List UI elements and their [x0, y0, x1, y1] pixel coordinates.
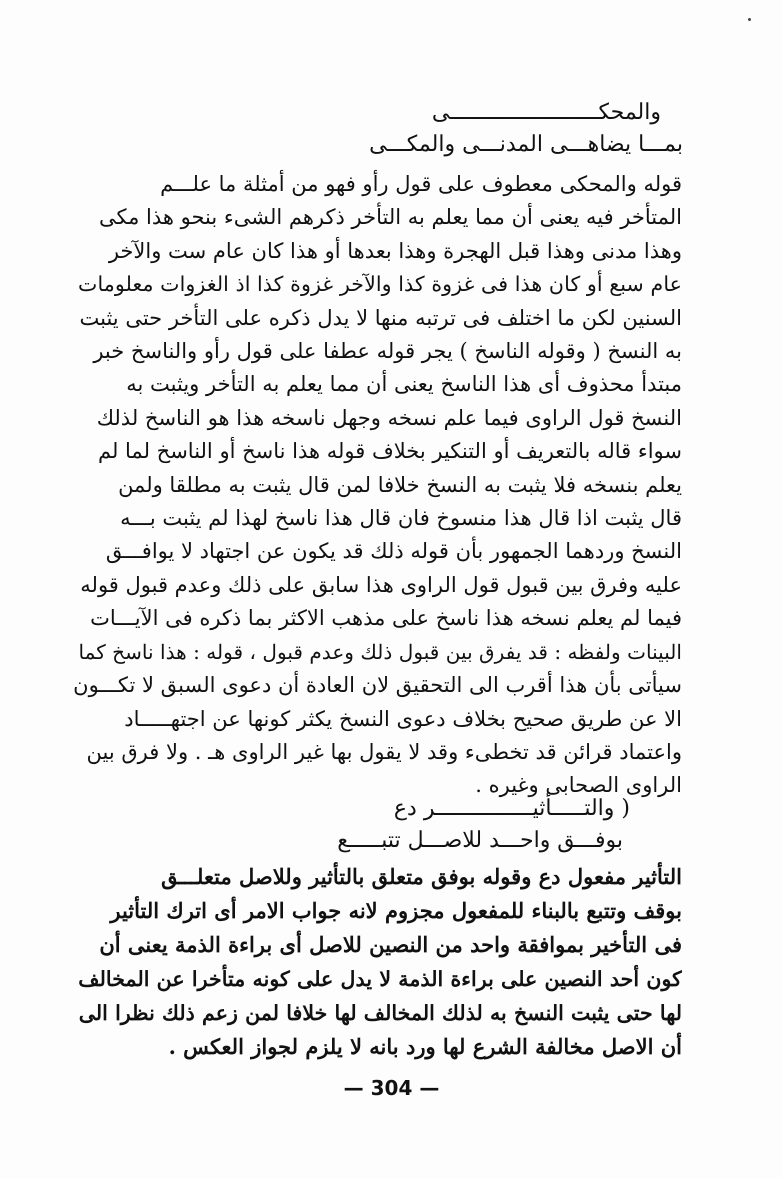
paragraph-line: النسخ قول الراوى فيما علم نسخه وجهل ناسخه هذا هو الناسخ لذلك — [96, 405, 682, 430]
paragraph-line: التأثير مفعول دع وقوله بوفق متعلق بالتأثير وللاصل متعلـــق — [161, 864, 682, 889]
paragraph-line: عليه وفرق بين قبول قول الراوى هذا سابق على ذلك وعدم قبول قوله — [80, 572, 682, 597]
paragraph-line: سيأتى بأن هذا أقرب الى التحقيق لان العادة أن دعوى السبق لا تكـــون — [73, 673, 682, 698]
paragraph-line: المتأخر فيه يعنى أن مما يعلم به التأخر ذكرهم الشىء بنحو هذا مكى — [98, 205, 682, 230]
paragraph-line: البينات ولفظه : قد يفرق بين قبول ذلك وعدم قبول ، قوله : هذا ناسخ كما — [78, 639, 682, 664]
paragraph-line: به النسخ ( وقوله الناسخ ) يجر قوله عطفا على قول رأو والناسخ خبر — [93, 339, 682, 364]
paragraph-line: أن الاصل مخالفة الشرع لها ورد بانه لا يلزم لجواز العكس . — [168, 1034, 682, 1059]
scan-speck — [748, 18, 751, 21]
paragraph-line: الا عن طريق صحيح بخلاف دعوى النسخ يكثر كونها عن اجتهـــــاد — [124, 706, 682, 731]
commentary-paragraph-1 — [72, 168, 682, 803]
paragraph-line: يعلم بنسخه فلا يثبت به النسخ خلافا لمن قال يثبت به مطلقا ولمن — [118, 472, 682, 497]
paragraph-line: قال يثبت اذا قال هذا منسوخ فان قال هذا ناسخ لهذا لم يثبت بـــه — [120, 506, 682, 531]
verse-top-line-1: والمحكـــــــــــــــــــــــى — [431, 100, 661, 125]
verse-bottom-line-1: ( والتـــــأثيـــــــــــــــر دع — [393, 796, 630, 821]
paragraph-line: واعتماد قرائن قد تخطىء وقد لا يقول بها غير الراوى هـ . ولا فرق بين — [86, 739, 682, 764]
paragraph-line: سواء قاله بالتعريف أو التنكير بخلاف قوله هذا ناسخ أو الناسخ لما لم — [97, 439, 682, 464]
page-number: — 304 — — [343, 1076, 440, 1100]
paragraph-line: لها حتى يثبت النسخ به لذلك المخالف لها خلافا لمن زعم ذلك نظرا الى — [78, 1001, 682, 1025]
paragraph-line: عام سبع أو كان هذا فى غزوة كذا والآخر غزوة كذا اذ الغزوات معلومات — [77, 272, 682, 297]
paragraph-line: قوله والمحكى معطوف على قول رأو فهو من أمثلة ما علـــم — [160, 172, 682, 196]
paragraph-line: النسخ وردهما الجمهور بأن قوله ذلك قد يكون عن اجتهاد لا يوافـــق — [105, 539, 682, 564]
paragraph-line: مبتدأ محذوف أى هذا الناسخ يعنى أن مما يعلم به التأخر ويثبت به — [126, 372, 682, 397]
verse-top-line-2: بمـــا يضاهـــى المدنـــى والمكـــى — [369, 132, 683, 157]
paragraph-line: السنين لكن ما اختلف فى ترتبه منها لا يدل ذكره على التأخر حتى يثبت — [79, 305, 682, 330]
paragraph-line: فى التأخير بموافقة واحد من النصين للاصل أى براءة الذمة يعنى أن — [99, 932, 682, 957]
paragraph-line: فيما لم يعلم نسخه هذا ناسخ على مذهب الاكثر بما ذكره فى الآيـــات — [90, 606, 682, 631]
paragraph-line: بوقف وتتبع بالبناء للمفعول مجزوم لانه جواب الامر أى اترك التأثير — [110, 898, 682, 923]
commentary-paragraph-2 — [72, 860, 682, 1064]
paragraph-line: الراوى الصحابى وغيره . — [475, 773, 682, 798]
verse-bottom-line-2: بوفـــق واحـــد للاصـــل تتبـــــع — [337, 828, 623, 853]
paragraph-line: كون أحد النصين على براءة الذمة لا يدل على كونه متأخرا عن المخالف — [78, 967, 682, 991]
paragraph-line: وهذا مدنى وهذا قبل الهجرة وهذا بعدها أو هذا كان عام ست والآخر — [108, 238, 682, 263]
